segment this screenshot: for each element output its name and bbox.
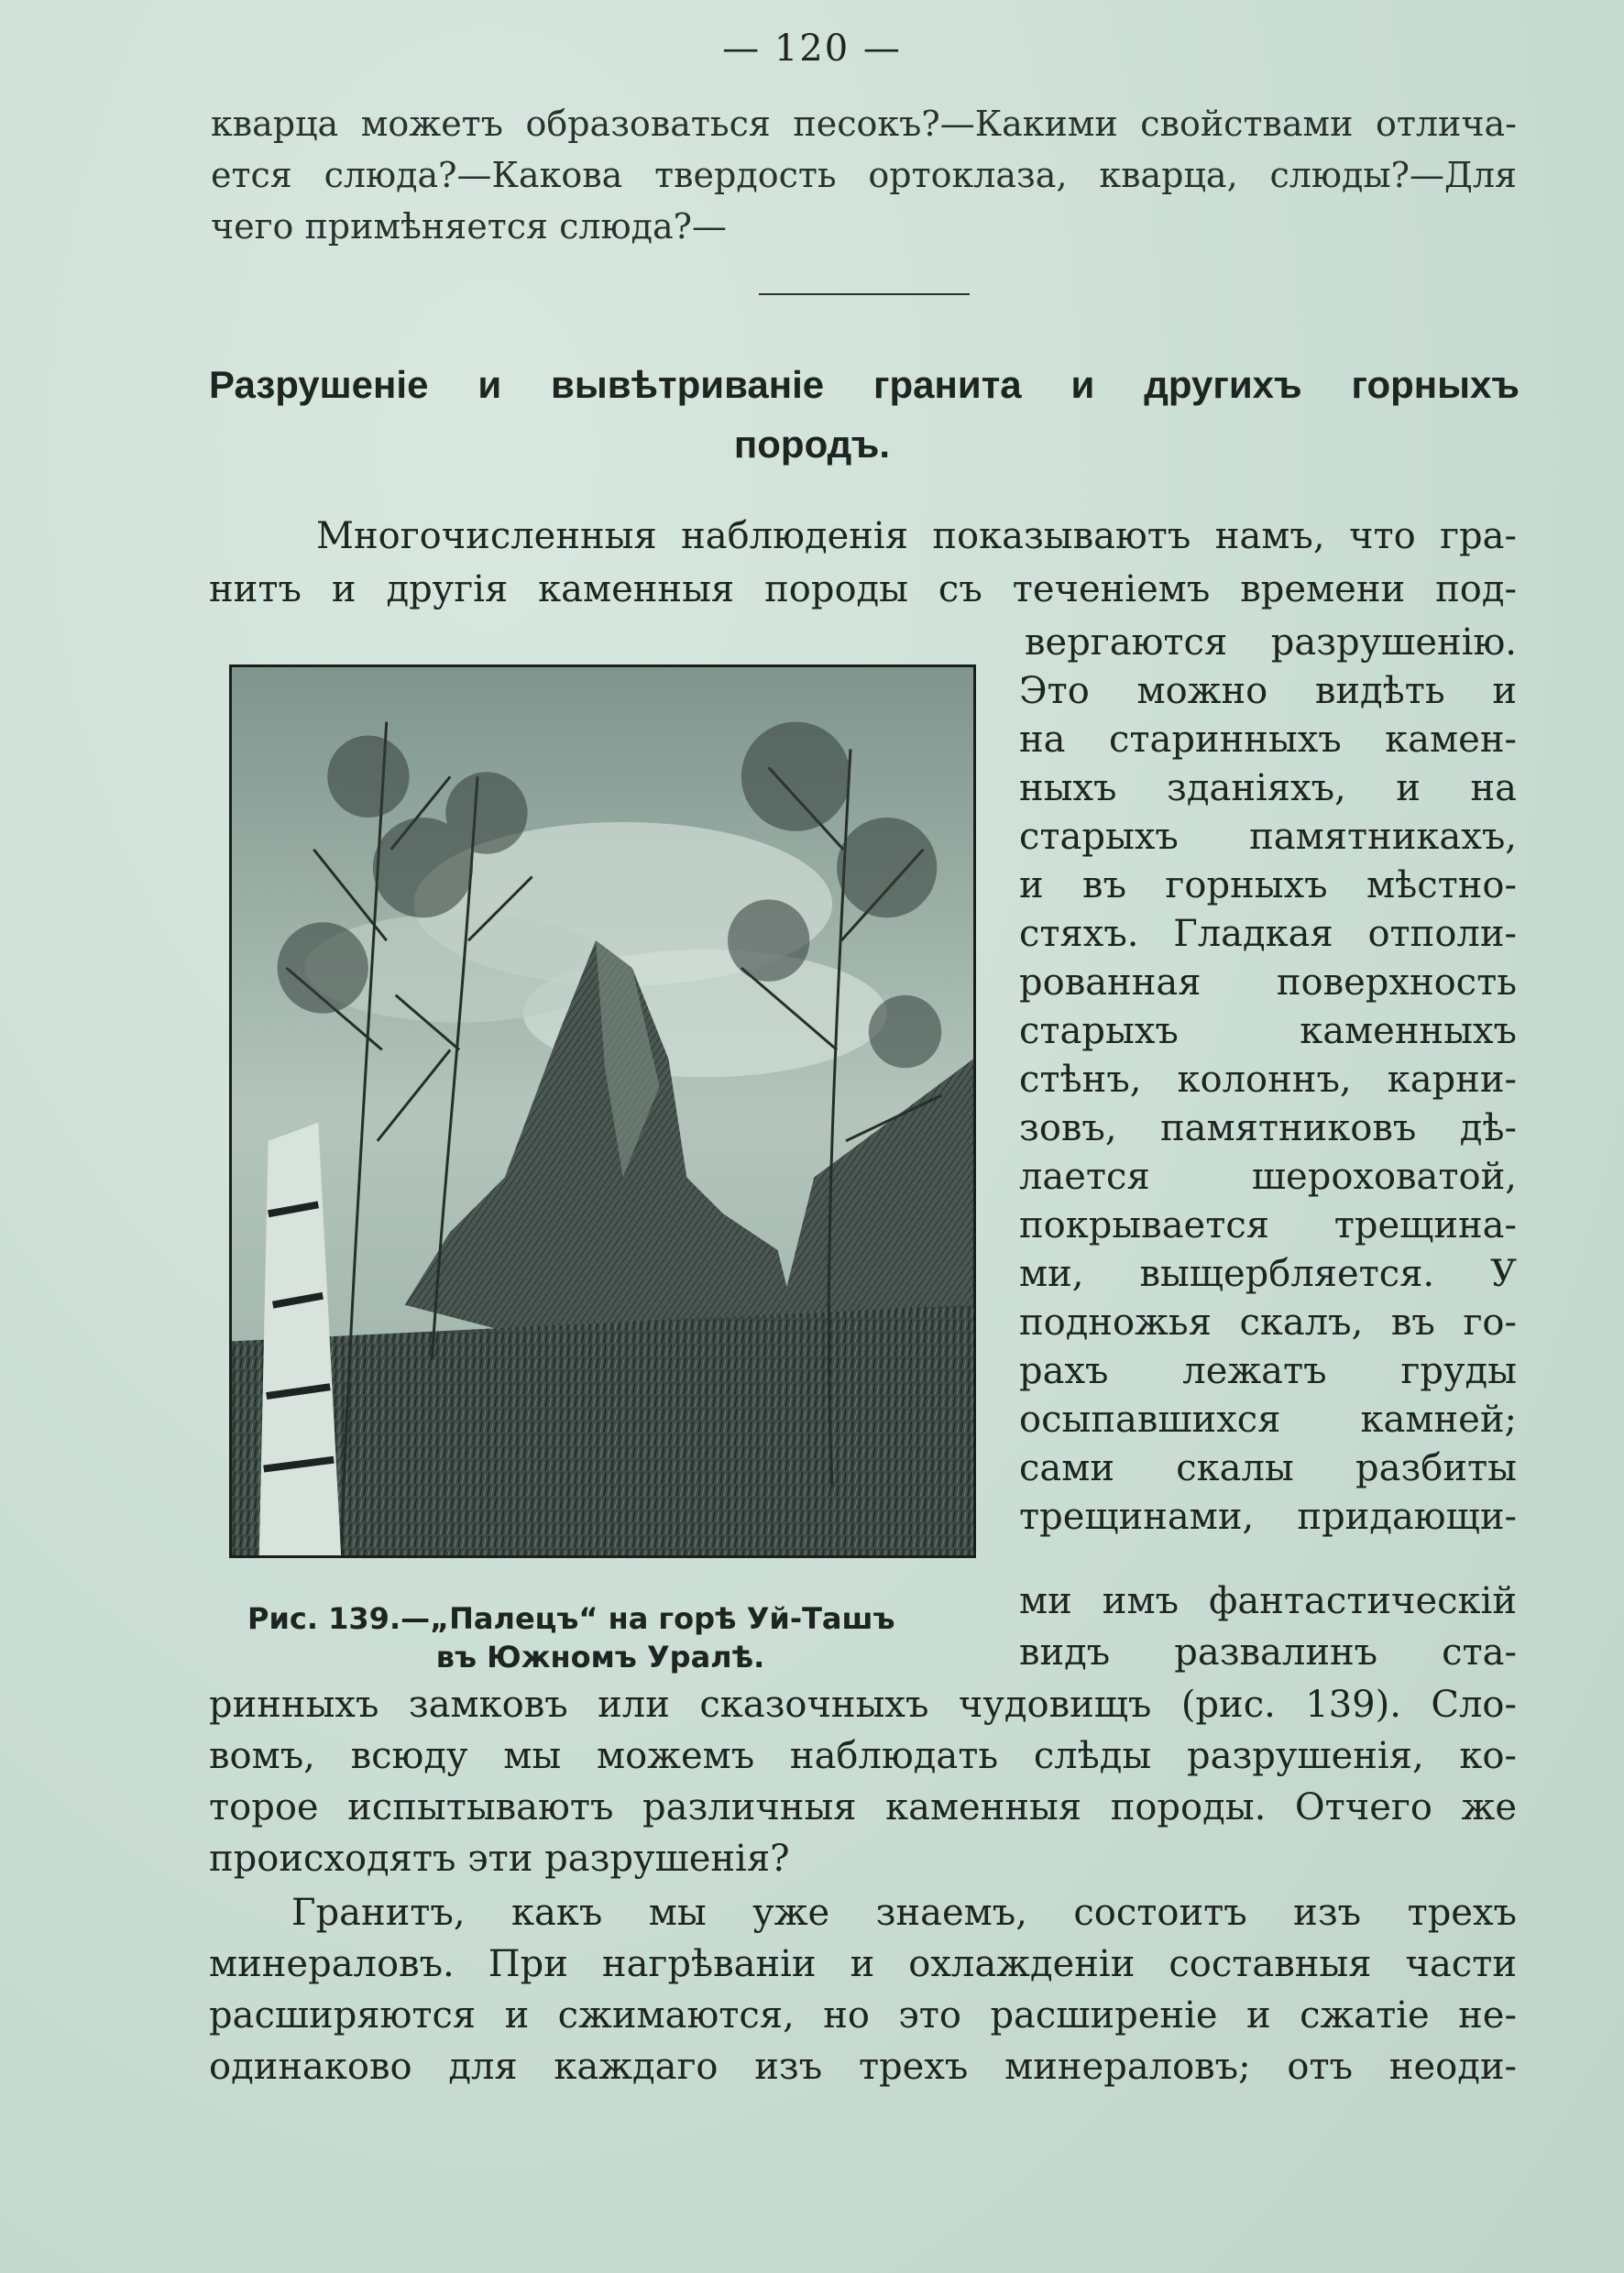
column-line: вергаются разрушенію. (1025, 621, 1517, 664)
column-line: стяхъ. Гладкая отполи- (1019, 913, 1517, 955)
intro-line: кварца можетъ образоваться песокъ?—Какими свойствами отлича- (211, 104, 1517, 144)
paragraph-line: торое испытываютъ различныя каменныя породы. Отчего же (209, 1786, 1517, 1828)
column-line: сами скалы разбиты (1019, 1447, 1517, 1489)
column-line: ми имъ фантастическій (1019, 1580, 1517, 1622)
column-line: Это можно видѣть и (1019, 670, 1517, 712)
column-line: старыхъ каменныхъ (1019, 1010, 1517, 1052)
column-line: ми, выщербляется. У (1019, 1253, 1517, 1295)
column-line: рахъ лежатъ груды (1019, 1350, 1517, 1392)
column-line: старыхъ памятникахъ, (1019, 816, 1517, 858)
column-line: трещинами, придающи- (1019, 1496, 1517, 1538)
paragraph-line: ринныхъ замковъ или сказочныхъ чудовищъ (рис. 139). Сло- (209, 1684, 1517, 1726)
column-line: видъ развалинъ ста- (1019, 1631, 1517, 1674)
page-number: — 120 — (722, 27, 902, 70)
rock-pillar-illustration (232, 667, 973, 1555)
paragraph-line: происходятъ эти разрушенія? (209, 1838, 790, 1880)
column-line: и въ горныхъ мѣстно- (1019, 864, 1517, 906)
column-line: покрывается трещина- (1019, 1204, 1517, 1246)
paragraph-line: Гранитъ, какъ мы уже знаемъ, состоитъ изъ трехъ (291, 1892, 1517, 1934)
column-line: зовъ, памятниковъ дѣ- (1019, 1107, 1517, 1149)
paragraph-line: расширяются и сжимаются, но это расширеніе и сжатіе не- (209, 1994, 1517, 2037)
section-heading: породъ. (733, 423, 891, 466)
column-line: ныхъ зданіяхъ, и на (1019, 767, 1517, 809)
intro-line: чего примѣняется слюда?— (211, 206, 728, 247)
column-line: на старинныхъ камен- (1019, 719, 1517, 761)
paragraph-line: нитъ и другія каменныя породы съ теченіемъ времени под- (209, 568, 1517, 610)
figure-caption: Рис. 139.—„Палецъ“ на горѣ Уй-Ташъ (247, 1601, 895, 1636)
column-line: рованная поверхность (1019, 961, 1517, 1004)
paragraph-line: минераловъ. При нагрѣваніи и охлажденіи составныя части (209, 1943, 1517, 1985)
paragraph-line: Многочисленныя наблюденія показываютъ намъ, что гра- (316, 515, 1517, 557)
paragraph-line: одинаково для каждаго изъ трехъ минераловъ; отъ неоди- (209, 2046, 1517, 2088)
section-heading: Разрушеніе и вывѣтриваніе гранита и другихъ горныхъ (209, 363, 1520, 406)
column-line: подножья скалъ, въ го- (1019, 1301, 1517, 1344)
section-divider (759, 293, 970, 295)
figure-caption: въ Южномъ Уралѣ. (435, 1640, 765, 1675)
figure-illustration (229, 664, 976, 1558)
column-line: лается шероховатой, (1019, 1156, 1517, 1198)
column-line: осыпавшихся камней; (1019, 1399, 1517, 1441)
column-line: стѣнъ, колоннъ, карни- (1019, 1059, 1517, 1101)
paragraph-line: вомъ, всюду мы можемъ наблюдать слѣды разрушенія, ко- (209, 1735, 1517, 1777)
intro-line: ется слюда?—Какова твердость ортоклаза, кварца, слюды?—Для (211, 155, 1517, 195)
